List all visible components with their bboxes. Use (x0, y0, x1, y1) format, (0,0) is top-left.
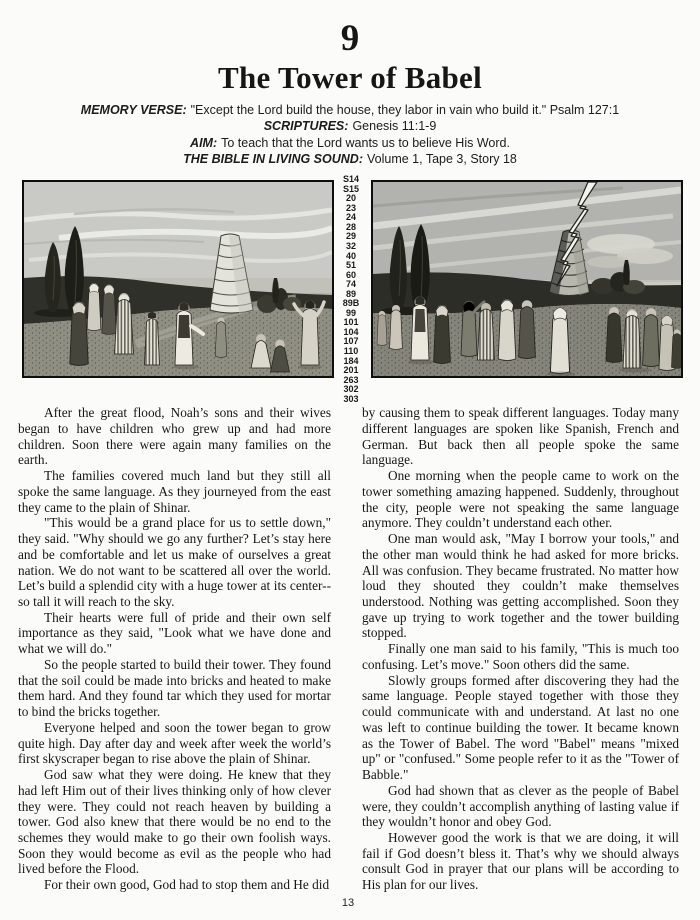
paragraph: Everyone helped and soon the tower began to grow quite high. Day after day and week after week the world’s first skyscraper began to rise above the plain of Shinar. (18, 719, 331, 767)
story-column-right (362, 405, 679, 893)
illustration-left-scene (24, 182, 332, 376)
scriptures-line (0, 118, 700, 134)
aim-line (0, 135, 700, 151)
aim-label: AIM: (190, 135, 218, 150)
paragraph: The families covered much land but they still all spoke the same language. As they journeyed from the east they came to the plain of Shinar. (18, 468, 331, 515)
figure-number: 101 (343, 317, 359, 328)
figure-number: 107 (343, 336, 359, 347)
figure-number: 32 (345, 241, 356, 252)
figure-number: 184 (343, 355, 359, 366)
figure-number: 263 (343, 374, 359, 385)
illustration-right (371, 180, 683, 378)
figure-number: 74 (345, 279, 356, 290)
page-header (0, 20, 700, 167)
figure-number: 51 (345, 260, 356, 271)
paragraph: Their hearts were full of pride and their own self importance as they said, "Look what we have done and what we will do." (18, 609, 331, 657)
paragraph: by causing them to speak different languages. Today many different languages are spoken like Spanish, French and German. But back then all people spoke the same language. (362, 405, 679, 468)
figure-number: 302 (343, 384, 359, 395)
paragraph: "This would be a grand place for us to settle down," they said. "Why should we go any further? Let’s stay here and be comfortable and let us make of ourselves a great nation. We do not want to be scattered all over the world. Let’s build a splendid city with a huge tower at its center--so tall it will reach to the sky. (18, 515, 331, 609)
figure-number: 89 (345, 288, 356, 299)
figure-number: 110 (343, 346, 359, 357)
paragraph: For their own good, God had to stop them and He did (44, 877, 330, 893)
scriptures-label: SCRIPTURES: (263, 119, 349, 134)
paragraph: After the great flood, Noah’s sons and their wives began to have children who grew up and had more children. Soon there were again many families on the earth. (18, 405, 331, 468)
memory-verse-text: "Except the Lord build the house, they labor in vain who build it." Psalm 127:1 (190, 103, 620, 117)
figure-number: 24 (345, 212, 356, 223)
figure-number: 99 (345, 307, 356, 318)
figures-row (0, 174, 700, 404)
figure-number: 29 (345, 231, 356, 242)
story-text (18, 405, 700, 893)
figure-number: S15 (342, 183, 359, 194)
figure-number-list (331, 175, 371, 404)
figure-number: 23 (345, 202, 356, 213)
figure-number: 104 (343, 326, 359, 337)
illustration-left (22, 180, 334, 378)
story-column-left (18, 405, 331, 893)
page-number: 13 (341, 897, 355, 909)
paragraph: One man would ask, "May I borrow your tools," and the other man would think he had asked for more bricks. All was confusion. They became frustrated. No matter how loud they shouted they couldn’t make themselves understood. Nothing was getting accomplished. Soon they gave up trying to work together and the tower building stopped. (362, 531, 679, 641)
paragraph: One morning when the people came to work on the tower something amazing happened. Suddenly, throughout the city, people were not speaking the same language anymore. They couldn’t understand each other. (362, 468, 679, 531)
illustration-right-scene (373, 182, 681, 376)
figure-number: S14 (342, 174, 359, 185)
figure-number: 303 (343, 393, 359, 404)
figure-number: 89B (342, 298, 360, 309)
aim-text: To teach that the Lord wants us to believe His Word. (221, 135, 510, 150)
figure-number: 60 (345, 269, 356, 280)
lesson-meta (0, 102, 700, 167)
bible-in-living-sound-line (0, 151, 700, 167)
figure-number: 28 (345, 221, 356, 232)
bible-in-living-sound-label: THE BIBLE IN LIVING SOUND: (183, 151, 363, 166)
figure-number: 20 (345, 193, 356, 204)
paragraph: Finally one man said to his family, "This is much too confusing. Let’s move." Soon others did the same. (362, 641, 679, 672)
paragraph: God had shown that as clever as the people of Babel were, they couldn’t accomplish anything of lasting value if they wouldn’t honor and obey God. (362, 782, 679, 830)
chapter-number: 9 (340, 18, 360, 59)
memory-verse-label: MEMORY VERSE: (80, 103, 187, 117)
scriptures-text: Genesis 11:1-9 (352, 119, 437, 134)
paragraph: Slowly groups formed after discovering they had the same language. People stayed together with those they could communicate with and understand. At last no one was left to continue building the tower. It became known as the Tower of Babel. The word "Babel" means "mixed up" or "confused." Some people refer to it as the "Tower of Babble." (362, 672, 679, 783)
paragraph: However good the work is that we are doing, it will fail if God doesn’t bless it. That’s why we should always consult God in prayer that our plans will be according to His plan for our lives. (362, 830, 679, 893)
page-title: The Tower of Babel (217, 60, 483, 95)
bible-in-living-sound-text: Volume 1, Tape 3, Story 18 (367, 151, 517, 166)
figure-number: 40 (345, 250, 356, 261)
memory-verse-line (0, 102, 700, 118)
figure-number: 201 (343, 365, 359, 376)
paragraph: God saw what they were doing. He knew that they had left Him out of their lives thinking only of how clever they were. They could not reach heaven by building a tower. God also knew that there would be no end to the schemes they would make to go their own foolish ways. Soon they would become as evil as the people who had lived before the Flood. (18, 767, 331, 877)
paragraph: So the people started to build their tower. They found that the soil could be made into bricks and heated to make them hard. And they found tar which they used for mortar to bind the bricks together. (18, 656, 331, 720)
